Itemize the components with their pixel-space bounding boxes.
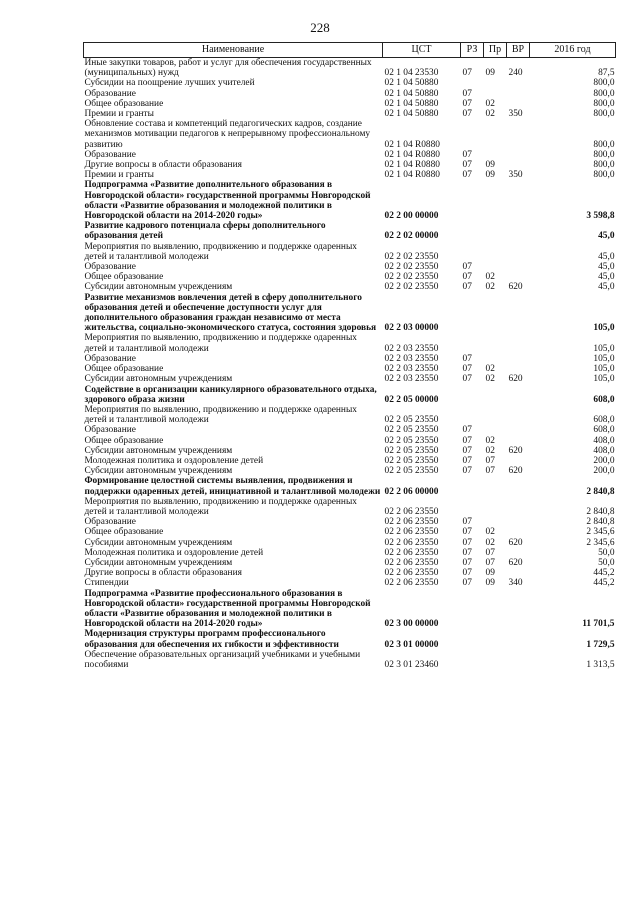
cell-cst: 02 2 03 00000	[384, 323, 439, 334]
cell-rz: 07	[462, 578, 472, 589]
cell-sum: 105,0	[593, 374, 615, 385]
cell-name: Стипендии	[84, 578, 129, 589]
cell-name: Образование	[84, 353, 136, 364]
table-row	[84, 497, 616, 517]
cell-sum: 45,0	[598, 262, 615, 273]
cell-rz	[461, 405, 484, 425]
cell-vr	[507, 405, 530, 425]
cell-sum: 800,0	[593, 139, 615, 150]
cell-name: Субсидии автономным учреждениям	[84, 374, 233, 385]
table-row	[84, 221, 616, 241]
cell-pr: 02	[485, 445, 495, 456]
cell-sum: 2 840,8	[586, 486, 615, 497]
cell-vr: 350	[508, 170, 523, 181]
cell-vr	[507, 436, 530, 446]
cell-sum: 445,2	[593, 568, 615, 579]
cell-rz: 07	[462, 98, 472, 109]
cell-pr	[484, 517, 507, 527]
cell-cst: 02 2 06 23550	[384, 537, 439, 548]
cell-cst: 02 1 04 50880	[384, 88, 439, 99]
table-row	[84, 272, 616, 282]
cell-vr	[507, 99, 530, 109]
cell-rz: 07	[462, 537, 472, 548]
header-cst: ЦСТ	[383, 43, 461, 58]
cell-name: Мероприятия по выявлению, продвижению и поддержке одаренных детей и талантливой молодежи	[84, 404, 357, 426]
cell-rz: 07	[462, 364, 472, 375]
cell-name: Обеспечение образовательных организаций учебниками и учебными пособиями	[84, 649, 361, 670]
cell-rz: 07	[462, 170, 472, 181]
cell-name: Молодежная политика и оздоровление детей	[84, 455, 264, 466]
cell-cst: 02 2 06 23550	[384, 557, 439, 568]
cell-cst: 02 2 06 23550	[384, 527, 439, 538]
budget-table	[83, 42, 616, 670]
cell-name: Другие вопросы в области образования	[84, 568, 242, 579]
table-row	[84, 293, 616, 334]
cell-name: Подпрограмма «Развитие дополнительного образования в Новгородской области» государственной программы Новгородской области «Развитие образования и молодежной политики в Новгородской области на 2014-2020 годы»	[84, 180, 371, 222]
cell-vr	[507, 456, 530, 466]
cell-sum: 408,0	[593, 445, 615, 456]
cell-sum: 200,0	[593, 466, 615, 477]
cell-rz: 07	[462, 262, 472, 273]
cell-sum: 608,0	[593, 394, 615, 405]
cell-pr: 02	[485, 374, 495, 385]
cell-rz: 07	[462, 68, 472, 79]
cell-pr	[484, 119, 507, 150]
cell-pr	[484, 262, 507, 272]
cell-vr	[507, 78, 530, 88]
cell-vr: 620	[508, 282, 523, 293]
cell-sum: 45,0	[598, 272, 615, 283]
page-number: 228	[310, 20, 330, 35]
cell-pr: 09	[485, 160, 495, 171]
table-row	[84, 58, 616, 79]
cell-pr	[484, 78, 507, 88]
cell-sum: 50,0	[598, 557, 615, 568]
cell-sum: 2 345,6	[586, 527, 615, 538]
cell-cst: 02 1 04 50880	[384, 109, 439, 120]
cell-rz: 07	[462, 160, 472, 171]
cell-sum: 45,0	[598, 282, 615, 293]
cell-name: Субсидии автономным учреждениям	[84, 466, 233, 477]
cell-pr: 02	[485, 272, 495, 283]
cell-sum: 87,5	[598, 68, 615, 79]
cell-cst: 02 2 05 00000	[384, 394, 439, 405]
cell-vr	[507, 568, 530, 578]
cell-vr	[507, 333, 530, 353]
cell-pr: 02	[485, 527, 495, 538]
cell-cst: 02 1 04 50880	[384, 98, 439, 109]
cell-pr: 02	[485, 435, 495, 446]
cell-cst: 02 2 06 23550	[384, 568, 439, 579]
header-year: 2016 год	[530, 43, 616, 58]
cell-cst: 02 2 06 23550	[384, 506, 439, 517]
table-row	[84, 282, 616, 292]
cell-rz: 07	[462, 568, 472, 579]
cell-sum: 2 840,8	[586, 517, 615, 528]
table-row	[84, 150, 616, 160]
cell-cst: 02 2 03 23550	[384, 364, 439, 375]
cell-pr	[484, 497, 507, 517]
cell-pr: 02	[485, 282, 495, 293]
cell-name: Субсидии автономным учреждениям	[84, 282, 233, 293]
table-row	[84, 242, 616, 262]
cell-sum: 2 840,8	[586, 506, 615, 517]
cell-vr	[507, 589, 530, 630]
cell-sum: 800,0	[593, 98, 615, 109]
cell-name: Модернизация структуры программ профессионального образования для обеспечения их гибкости и эффективности	[84, 629, 339, 650]
cell-sum: 11 701,5	[582, 619, 615, 630]
cell-cst: 02 2 02 23550	[384, 272, 439, 283]
cell-name: Общее образование	[84, 364, 164, 375]
cell-vr	[507, 119, 530, 150]
cell-rz	[461, 385, 484, 405]
table-row	[84, 629, 616, 649]
cell-sum: 1 729,5	[586, 639, 615, 650]
cell-cst: 02 1 04 50880	[384, 78, 439, 89]
cell-name: Общее образование	[84, 98, 164, 109]
table-row	[84, 456, 616, 466]
table-row	[84, 180, 616, 221]
cell-cst: 02 2 05 23550	[384, 435, 439, 446]
cell-cst: 02 1 04 23530	[384, 68, 439, 79]
cell-sum: 800,0	[593, 170, 615, 181]
cell-pr: 09	[485, 68, 495, 79]
table-row	[84, 333, 616, 353]
cell-pr	[484, 385, 507, 405]
cell-cst: 02 2 05 23550	[384, 466, 439, 477]
cell-cst: 02 2 06 23550	[384, 517, 439, 528]
cell-rz	[461, 650, 484, 670]
cell-name: Развитие кадрового потенциала сферы дополнительного образования детей	[84, 221, 326, 242]
cell-rz	[461, 221, 484, 241]
cell-cst: 02 1 04 R0880	[384, 139, 440, 150]
cell-rz: 07	[462, 435, 472, 446]
cell-sum: 800,0	[593, 88, 615, 99]
table-row	[84, 476, 616, 496]
table-row	[84, 589, 616, 630]
header-name: Наименование	[84, 43, 383, 58]
table-row	[84, 374, 616, 384]
cell-vr	[507, 425, 530, 435]
cell-name: Субсидии на поощрение лучших учителей	[84, 78, 255, 89]
cell-sum: 608,0	[593, 415, 615, 426]
cell-rz: 07	[462, 425, 472, 436]
cell-name: Подпрограмма «Развитие профессионального образования в Новгородской области» государственной программы Новгородской области «Развитие образования и молодежной политики в Новгородской области на 2014-2020 годы»	[84, 588, 371, 630]
cell-vr	[507, 354, 530, 364]
cell-pr: 02	[485, 98, 495, 109]
cell-cst: 02 1 04 R0880	[384, 149, 440, 160]
cell-vr	[507, 160, 530, 170]
cell-rz: 07	[462, 445, 472, 456]
cell-name: Премии и гранты	[84, 109, 154, 120]
cell-name: Мероприятия по выявлению, продвижению и поддержке одаренных детей и талантливой молодежи	[84, 241, 357, 262]
cell-pr	[484, 242, 507, 262]
cell-cst: 02 1 04 R0880	[384, 170, 440, 181]
cell-vr	[507, 497, 530, 517]
cell-rz	[461, 78, 484, 88]
cell-pr: 07	[485, 557, 495, 568]
table-header	[84, 43, 616, 58]
cell-name: Молодежная политика и оздоровление детей	[84, 547, 264, 558]
cell-vr: 340	[508, 578, 523, 589]
cell-cst: 02 2 05 23550	[384, 445, 439, 456]
cell-cst: 02 2 02 23550	[384, 251, 439, 262]
cell-cst: 02 3 01 23460	[384, 659, 439, 670]
cell-sum: 800,0	[593, 160, 615, 171]
cell-pr	[484, 650, 507, 670]
table-row	[84, 446, 616, 456]
cell-rz: 07	[462, 527, 472, 538]
cell-rz: 07	[462, 109, 472, 120]
cell-pr	[484, 89, 507, 99]
cell-vr: 620	[508, 445, 523, 456]
cell-cst: 02 2 05 23550	[384, 415, 439, 426]
cell-vr	[507, 476, 530, 496]
cell-pr: 09	[485, 578, 495, 589]
cell-name: Образование	[84, 149, 136, 160]
cell-name: Субсидии автономным учреждениям	[84, 557, 233, 568]
cell-name: Формирование целостной системы выявления, продвижения и поддержки одаренных детей, инициативной и талантливой молодежи	[84, 476, 381, 497]
cell-name: Общее образование	[84, 435, 164, 446]
table-row	[84, 78, 616, 88]
cell-vr	[507, 242, 530, 262]
cell-pr	[484, 293, 507, 334]
cell-pr: 09	[485, 170, 495, 181]
cell-vr: 620	[508, 537, 523, 548]
cell-pr	[484, 150, 507, 160]
table-row	[84, 538, 616, 548]
cell-vr	[507, 272, 530, 282]
cell-sum: 445,2	[593, 578, 615, 589]
cell-name: Обновление состава и компетенций педагогических кадров, создание механизмов мотивации педагогов к непрерывному профессиональному развитию	[84, 119, 371, 150]
cell-rz	[461, 293, 484, 334]
cell-pr: 02	[485, 537, 495, 548]
cell-sum: 50,0	[598, 547, 615, 558]
table-row	[84, 517, 616, 527]
cell-sum: 105,0	[593, 353, 615, 364]
cell-sum: 408,0	[593, 435, 615, 446]
cell-sum: 2 345,6	[586, 537, 615, 548]
cell-rz: 07	[462, 517, 472, 528]
cell-vr	[507, 527, 530, 537]
cell-rz: 07	[462, 466, 472, 477]
cell-cst: 02 2 05 23550	[384, 425, 439, 436]
header-row	[84, 43, 616, 58]
cell-cst: 02 2 03 23550	[384, 353, 439, 364]
table-row	[84, 425, 616, 435]
cell-pr: 07	[485, 455, 495, 466]
cell-rz	[461, 497, 484, 517]
cell-name: Субсидии автономным учреждениям	[84, 445, 233, 456]
cell-sum: 45,0	[598, 251, 615, 262]
cell-sum: 608,0	[593, 425, 615, 436]
cell-cst: 02 2 06 00000	[384, 486, 439, 497]
cell-rz	[461, 333, 484, 353]
cell-vr	[507, 150, 530, 160]
cell-sum: 200,0	[593, 455, 615, 466]
cell-vr	[507, 629, 530, 649]
cell-vr	[507, 180, 530, 221]
cell-vr	[507, 89, 530, 99]
cell-vr: 620	[508, 374, 523, 385]
cell-name: Образование	[84, 262, 136, 273]
cell-vr	[507, 548, 530, 558]
cell-sum: 45,0	[598, 231, 615, 242]
table-row	[84, 89, 616, 99]
cell-cst: 02 2 06 23550	[384, 578, 439, 589]
cell-pr	[484, 589, 507, 630]
table-row	[84, 109, 616, 119]
cell-pr: 09	[485, 568, 495, 579]
cell-rz	[461, 119, 484, 150]
cell-pr: 02	[485, 109, 495, 120]
cell-vr	[507, 385, 530, 405]
cell-sum: 105,0	[593, 364, 615, 375]
cell-cst: 02 2 02 00000	[384, 231, 439, 242]
cell-name: Образование	[84, 425, 136, 436]
cell-vr	[507, 262, 530, 272]
cell-pr	[484, 476, 507, 496]
cell-sum: 105,0	[593, 343, 615, 354]
cell-rz	[461, 589, 484, 630]
cell-cst: 02 3 01 00000	[384, 639, 439, 650]
cell-cst: 02 2 02 23550	[384, 262, 439, 273]
cell-cst: 02 3 00 00000	[384, 619, 439, 630]
cell-pr	[484, 333, 507, 353]
table-row	[84, 466, 616, 476]
table-row	[84, 354, 616, 364]
cell-cst: 02 2 02 23550	[384, 282, 439, 293]
cell-cst: 02 2 00 00000	[384, 211, 439, 222]
cell-rz: 07	[462, 557, 472, 568]
table-row	[84, 578, 616, 588]
cell-rz: 07	[462, 282, 472, 293]
table-row	[84, 170, 616, 180]
table-row	[84, 119, 616, 150]
table-row	[84, 527, 616, 537]
table-row	[84, 548, 616, 558]
table-row	[84, 436, 616, 446]
cell-pr: 07	[485, 547, 495, 558]
table-body	[84, 58, 616, 671]
cell-name: Мероприятия по выявлению, продвижению и поддержке одаренных детей и талантливой молодежи	[84, 333, 357, 354]
header-pr: Пр	[484, 43, 507, 58]
cell-vr: 350	[508, 109, 523, 120]
cell-cst: 02 2 06 23550	[384, 547, 439, 558]
cell-pr	[484, 180, 507, 221]
cell-rz: 07	[462, 547, 472, 558]
cell-rz: 07	[462, 149, 472, 160]
cell-name: Общее образование	[84, 272, 164, 283]
cell-vr: 620	[508, 557, 523, 568]
cell-pr: 02	[485, 364, 495, 375]
cell-name: Премии и гранты	[84, 170, 154, 181]
cell-vr: 240	[508, 68, 523, 79]
cell-rz	[461, 180, 484, 221]
cell-rz: 07	[462, 374, 472, 385]
cell-rz	[461, 242, 484, 262]
cell-rz: 07	[462, 88, 472, 99]
cell-rz	[461, 476, 484, 496]
cell-vr: 620	[508, 466, 523, 477]
cell-vr	[507, 650, 530, 670]
cell-pr	[484, 354, 507, 364]
cell-sum: 800,0	[593, 109, 615, 120]
cell-name: Содействие в организации каникулярного образовательного отдыха, здорового образа жизни	[84, 384, 377, 405]
cell-vr	[507, 221, 530, 241]
header-rz: РЗ	[461, 43, 484, 58]
cell-sum: 3 598,8	[586, 211, 615, 222]
cell-vr	[507, 517, 530, 527]
cell-rz	[461, 629, 484, 649]
cell-name: Субсидии автономным учреждениям	[84, 537, 233, 548]
cell-name: Мероприятия по выявлению, продвижению и поддержке одаренных детей и талантливой молодежи	[84, 496, 357, 517]
table-row	[84, 385, 616, 405]
cell-name: Другие вопросы в области образования	[84, 160, 242, 171]
cell-cst: 02 2 03 23550	[384, 374, 439, 385]
table-row	[84, 262, 616, 272]
table-row	[84, 160, 616, 170]
cell-pr	[484, 405, 507, 425]
table-row	[84, 650, 616, 670]
cell-cst: 02 1 04 R0880	[384, 160, 440, 171]
cell-vr	[507, 364, 530, 374]
cell-name: Иные закупки товаров, работ и услуг для обеспечения государственных (муниципальных) нужд	[84, 58, 372, 79]
cell-rz: 07	[462, 455, 472, 466]
cell-pr	[484, 425, 507, 435]
cell-name: Образование	[84, 517, 136, 528]
cell-vr	[507, 293, 530, 334]
cell-cst: 02 2 05 23550	[384, 455, 439, 466]
cell-name: Общее образование	[84, 527, 164, 538]
table-row	[84, 99, 616, 109]
cell-sum: 105,0	[593, 323, 615, 334]
cell-sum: 800,0	[593, 78, 615, 89]
cell-name: Образование	[84, 88, 136, 99]
cell-sum: 800,0	[593, 149, 615, 160]
table-row	[84, 568, 616, 578]
cell-rz: 07	[462, 353, 472, 364]
table-row	[84, 364, 616, 374]
cell-name: Развитие механизмов вовлечения детей в сферу дополнительного образования детей и обеспечение доступности услуг для дополнительного образования граждан независимо от места жительства, социально-экономического статуса, состояния здоровья	[84, 292, 377, 334]
cell-rz: 07	[462, 272, 472, 283]
cell-pr	[484, 629, 507, 649]
table-row	[84, 558, 616, 568]
header-vr: ВР	[507, 43, 530, 58]
cell-cst: 02 2 03 23550	[384, 343, 439, 354]
table-row	[84, 405, 616, 425]
cell-pr: 07	[485, 466, 495, 477]
cell-sum: 1 313,5	[586, 659, 615, 670]
cell-pr	[484, 221, 507, 241]
